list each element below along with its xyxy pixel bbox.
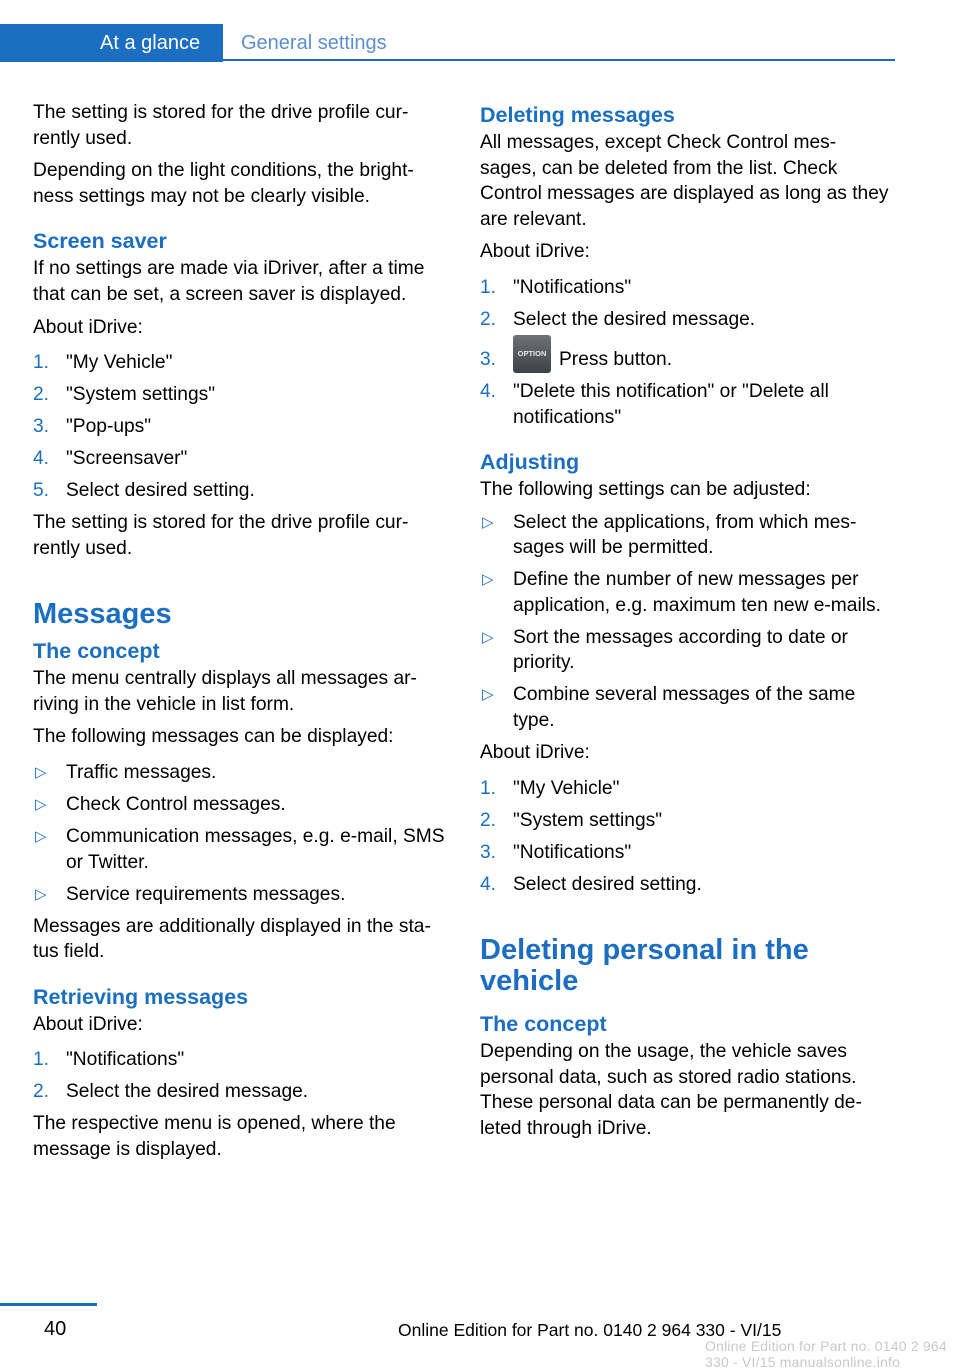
brightness-note: Depending on the light conditions, the bright- ness settings may not be clearly visible. [33, 160, 414, 207]
retrieving-about: About iDrive: [33, 1013, 143, 1035]
step-number: 4. [480, 873, 497, 895]
step-text: "System settings" [513, 809, 663, 831]
adjusting-text: The following settings can be adjusted: [480, 479, 811, 501]
adjusting-steps [480, 776, 898, 898]
deleting-personal-heading: Deleting personal in the vehicle [480, 934, 809, 998]
list-item [33, 478, 445, 504]
stored-setting-text: The setting is stored for the drive profile cur- rently used. [33, 102, 409, 149]
deleting-about: About iDrive: [480, 241, 590, 263]
step-number: 1. [33, 352, 50, 374]
tab-at-a-glance[interactable]: At a glance [0, 24, 223, 62]
left-column [33, 100, 445, 1170]
screen-saver-heading: Screen saver [33, 229, 167, 254]
bullet-text: Select the applications, from which mes- sages will be permitted. [513, 511, 857, 559]
list-item [480, 510, 898, 561]
list-item [33, 446, 445, 472]
list-item [480, 347, 898, 373]
step-text: "Pop-ups" [66, 416, 152, 438]
adjusting-list [480, 510, 898, 734]
bullet-text: Traffic messages. [66, 762, 217, 784]
screen-saver-after: The setting is stored for the drive profile cur- rently used. [33, 512, 409, 559]
bullet-triangle-icon: ▷ [482, 686, 494, 704]
right-column [480, 100, 898, 1149]
list-item [480, 808, 898, 834]
retrieving-heading: Retrieving messages [33, 984, 249, 1009]
tab-general-settings[interactable]: General settings [241, 32, 387, 54]
bullet-triangle-icon: ▷ [482, 628, 494, 646]
header-rule [223, 59, 895, 61]
step-number: 5. [33, 480, 50, 502]
list-item [33, 414, 445, 440]
list-item [480, 872, 898, 898]
adjusting-about: About iDrive: [480, 742, 590, 764]
deleting-text: All messages, except Check Control mes- sages, can be deleted from the list. Check Control messages are displayed as long as they are relevant. [480, 132, 889, 230]
bullet-triangle-icon: ▷ [35, 764, 47, 782]
step-number: 4. [33, 448, 50, 470]
retrieving-after: The respective menu is opened, where the message is displayed. [33, 1113, 396, 1160]
header-tabs [0, 24, 895, 62]
messages-heading: Messages [33, 598, 172, 631]
step-number: 1. [33, 1049, 50, 1071]
step-number: 2. [480, 809, 497, 831]
step-text: Select the desired message. [513, 308, 756, 330]
following-text: The following messages can be displayed: [33, 726, 394, 748]
step-text: "System settings" [66, 384, 216, 406]
bullet-triangle-icon: ▷ [35, 885, 47, 903]
message-types-list [33, 760, 445, 907]
deleting-messages-heading: Deleting messages [480, 103, 675, 127]
list-item [480, 567, 898, 618]
step-text: "Notifications" [66, 1049, 185, 1071]
bullet-triangle-icon: ▷ [35, 796, 47, 814]
list-item [33, 1047, 445, 1073]
bullet-text: Combine several messages of the same type. [513, 684, 856, 732]
list-item [480, 625, 898, 676]
retrieving-steps [33, 1047, 445, 1105]
step-text: "Notifications" [513, 841, 632, 863]
step-number: 2. [33, 384, 50, 406]
list-item [33, 382, 445, 408]
step-number: 4. [480, 380, 497, 402]
step-number: 3. [480, 348, 497, 370]
screen-saver-about: About iDrive: [33, 316, 143, 338]
step-number: 2. [33, 1081, 50, 1103]
list-item [33, 350, 445, 376]
list-item [33, 882, 445, 908]
step-text: Select desired setting. [513, 873, 702, 895]
step-number: 1. [480, 777, 497, 799]
watermark: Online Edition for Part no. 0140 2 964 330 - VI/15 manualsonline.info [705, 1338, 947, 1370]
deleting-steps [480, 275, 898, 430]
bullet-text: Define the number of new messages per application, e.g. maximum ten new e-mails. [513, 569, 881, 616]
list-item [33, 760, 445, 786]
step-text: "Delete this notification" or "Delete all notifications" [513, 380, 829, 428]
concept-text: The menu centrally displays all messages ar- riving in the vehicle in list form. [33, 668, 417, 715]
bullet-text: Check Control messages. [66, 794, 286, 816]
step-text: "My Vehicle" [513, 777, 620, 799]
footer-edition: Online Edition for Part no. 0140 2 964 330 - VI/15 [398, 1320, 782, 1340]
bullet-text: Communication messages, e.g. e-mail, SMS or Twitter. [66, 826, 445, 873]
step-number: 1. [480, 276, 497, 298]
bullet-text: Sort the messages according to date or priority. [513, 626, 848, 674]
step-text: "My Vehicle" [66, 352, 173, 374]
list-item [480, 275, 898, 301]
bullet-text: Service requirements messages. [66, 883, 346, 905]
option-button-icon: OPTION [513, 335, 551, 373]
step-text: Select desired setting. [66, 480, 255, 502]
screen-saver-text: If no settings are made via iDriver, after a time that can be set, a screen saver is displayed. [33, 258, 425, 305]
personal-concept-heading: The concept [480, 1012, 607, 1037]
step-number: 3. [33, 416, 50, 438]
screen-saver-steps [33, 350, 445, 504]
step-text: Select the desired message. [66, 1081, 309, 1103]
bullet-triangle-icon: ▷ [482, 571, 494, 589]
list-item [33, 1079, 445, 1105]
list-item [33, 824, 445, 875]
step-text: "Notifications" [513, 276, 632, 298]
list-item [480, 776, 898, 802]
list-item [480, 379, 898, 430]
step-text-with-button [513, 347, 898, 373]
concept-heading: The concept [33, 639, 160, 664]
list-item [480, 682, 898, 733]
personal-concept-text: Depending on the usage, the vehicle saves personal data, such as stored radio stations. These personal data can be permanently de- leted through iDrive. [480, 1041, 862, 1139]
bullet-triangle-icon: ▷ [35, 828, 47, 846]
list-item [33, 792, 445, 818]
bullet-triangle-icon: ▷ [482, 513, 494, 531]
list-item [480, 307, 898, 333]
step-number: 2. [480, 308, 497, 330]
list-item [480, 840, 898, 866]
step-text: "Screensaver" [66, 448, 188, 470]
status-field-text: Messages are additionally displayed in the sta- tus field. [33, 915, 431, 963]
press-button-text: Press button. [559, 348, 673, 370]
step-number: 3. [480, 841, 497, 863]
page-number: 40 [44, 1318, 67, 1340]
footer-rule [0, 1303, 97, 1306]
adjusting-heading: Adjusting [480, 450, 580, 475]
